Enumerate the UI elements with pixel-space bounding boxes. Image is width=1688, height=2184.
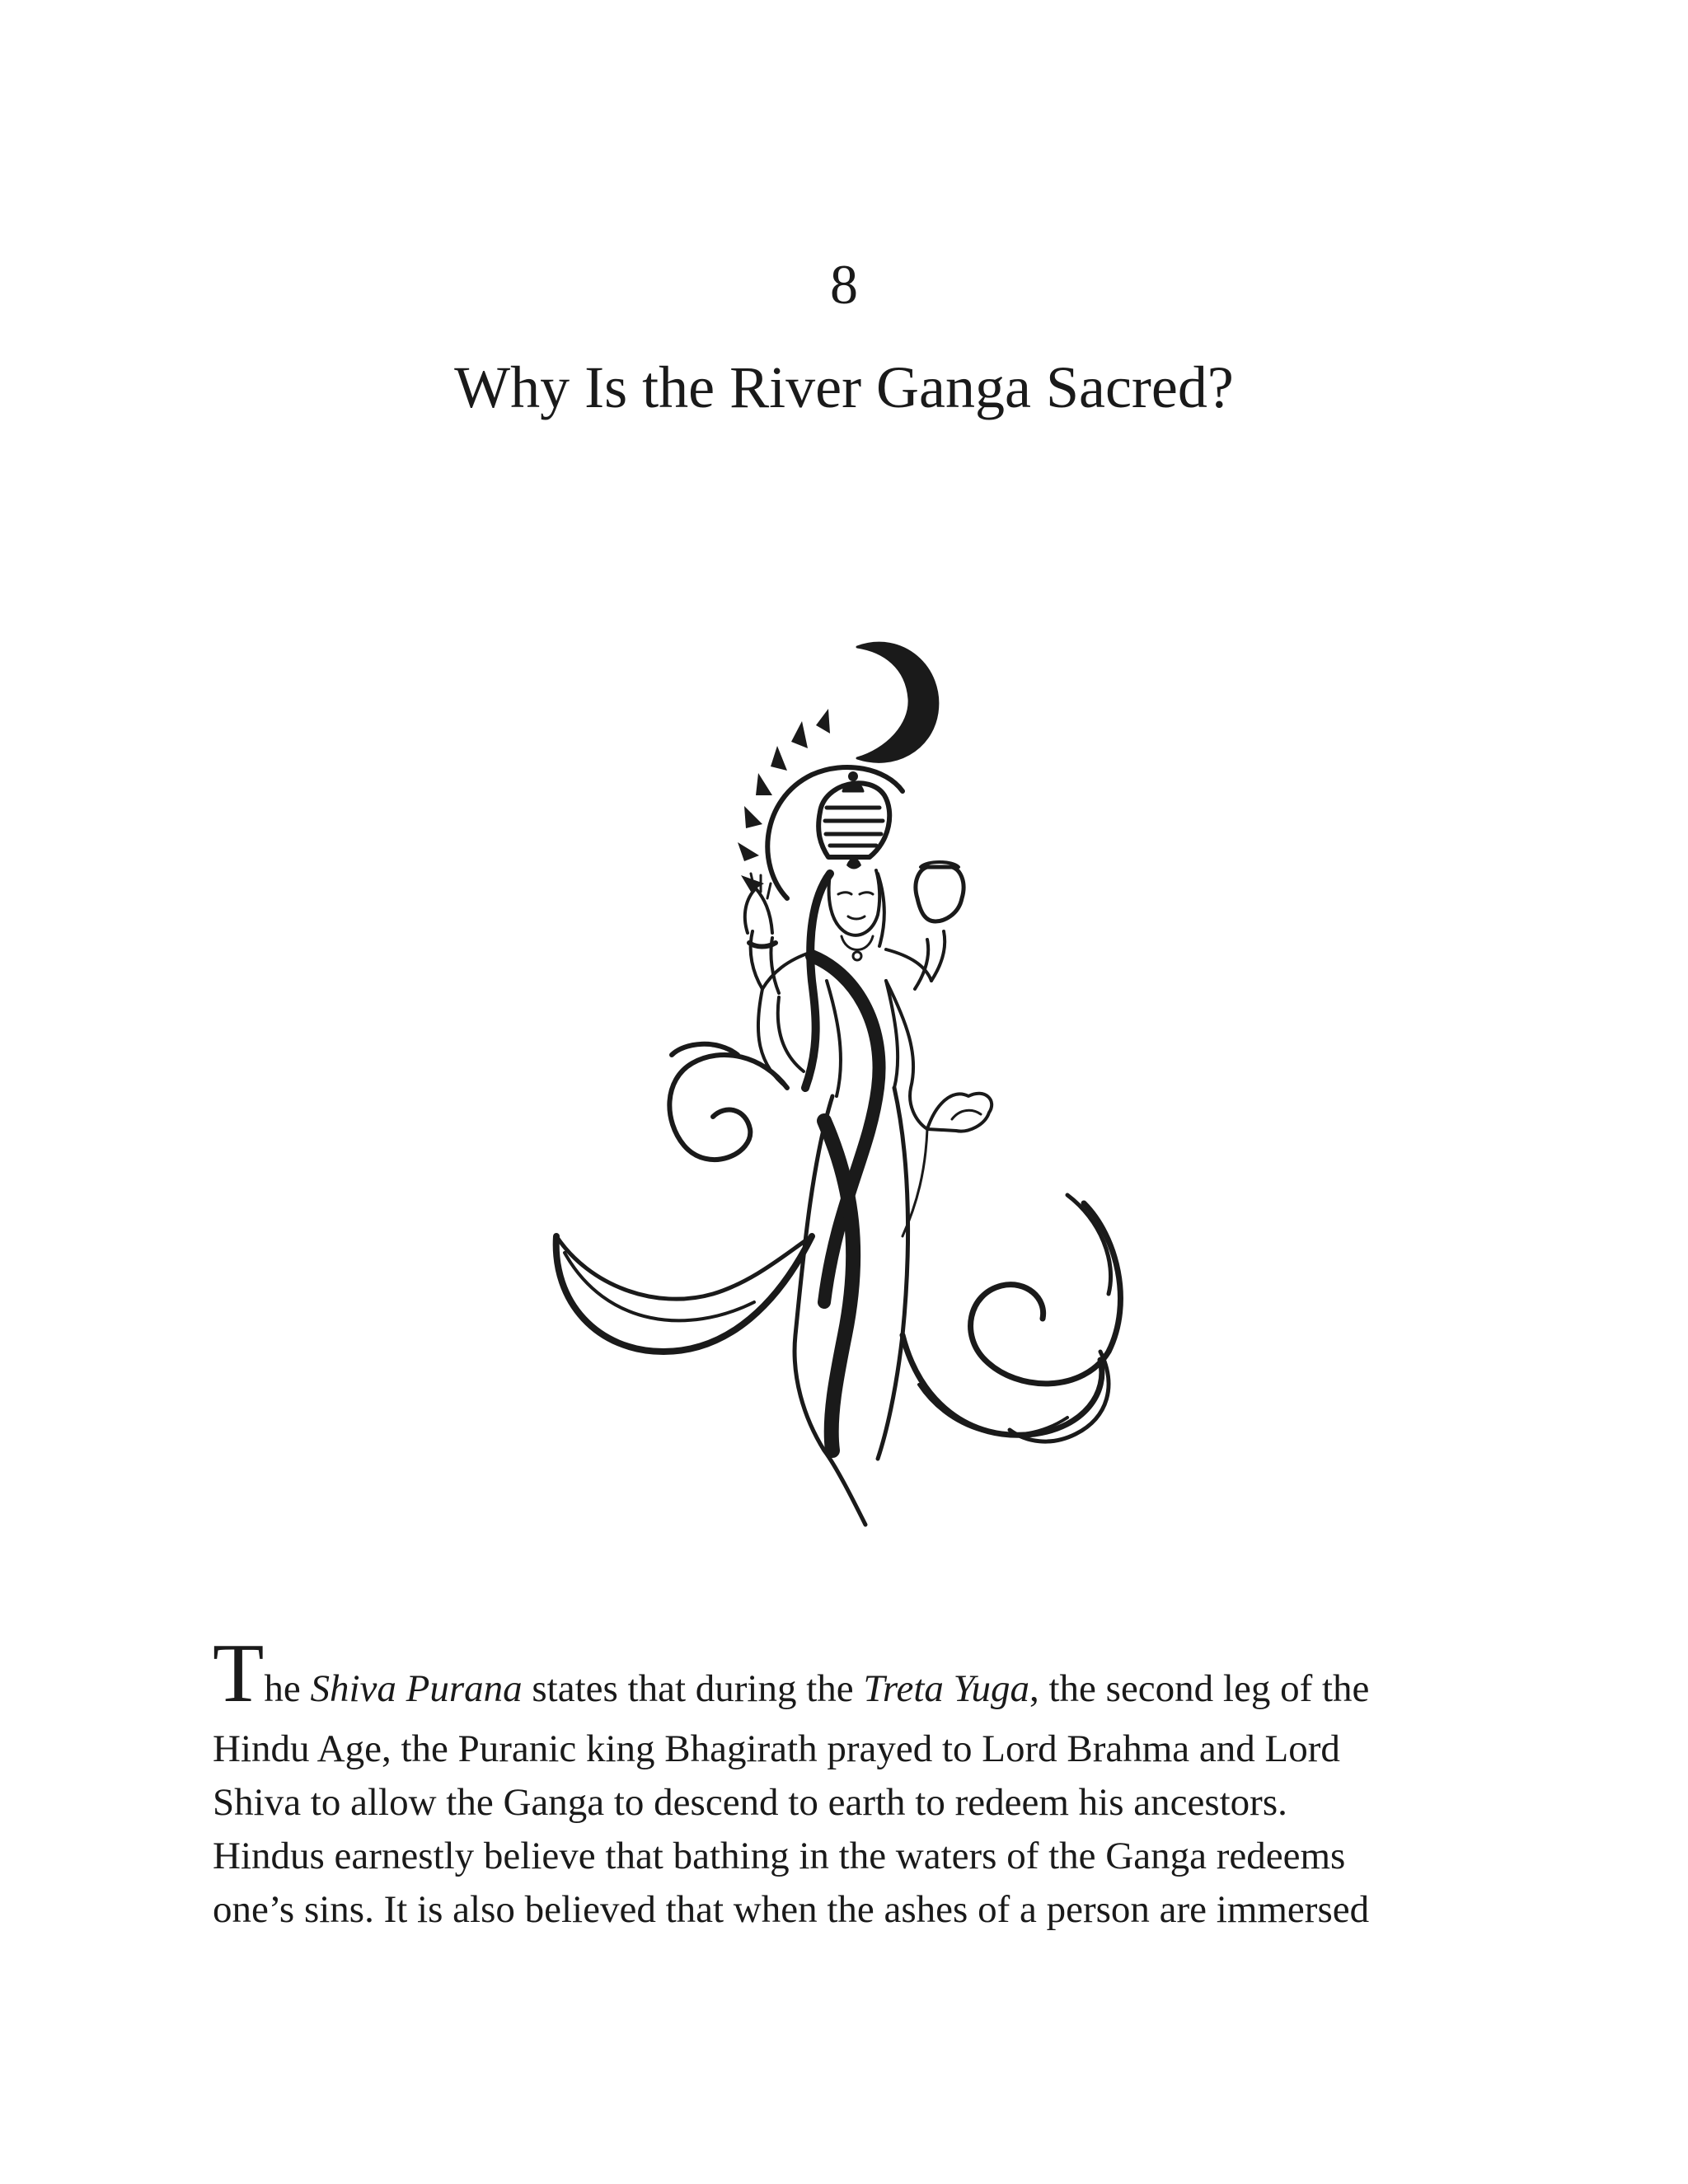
paragraph-line-5: one’s sins. It is also believed that when the ashes of a person are immersed	[213, 1888, 1370, 1931]
water-pot	[916, 867, 964, 921]
paragraph-line-3: Shiva to allow the Ganga to descend to earth to redeem his ancestors.	[213, 1781, 1287, 1824]
body-paragraph	[213, 1627, 1498, 1937]
drop-cap: T	[213, 1627, 265, 1720]
paragraph-line-2: Hindu Age, the Puranic king Bhagirath prayed to Lord Brahma and Lord	[213, 1727, 1340, 1770]
crescent-moon	[857, 643, 938, 762]
text-run: , the second leg of the	[1029, 1667, 1370, 1710]
wave-left-lower	[556, 1236, 812, 1352]
right-arm	[915, 931, 945, 989]
chapter-number: 8	[830, 253, 858, 316]
book-title-shiva-purana: Shiva Purana	[310, 1667, 523, 1710]
wave-left-upper	[669, 1055, 787, 1160]
paragraph-line-1	[213, 1627, 1498, 1722]
text-run: states that during the	[522, 1667, 864, 1710]
paragraph-line-4: Hindus earnestly believe that bathing in the waters of the Ganga redeems	[213, 1835, 1346, 1877]
wave-right-lower	[903, 1335, 1102, 1435]
chapter-title: Why Is the River Ganga Sacred?	[454, 354, 1234, 420]
term-treta-yuga: Treta Yuga	[863, 1667, 1029, 1710]
face	[829, 870, 880, 935]
goddess-ganga-illustration	[540, 626, 1150, 1549]
text-run: he	[264, 1667, 311, 1710]
